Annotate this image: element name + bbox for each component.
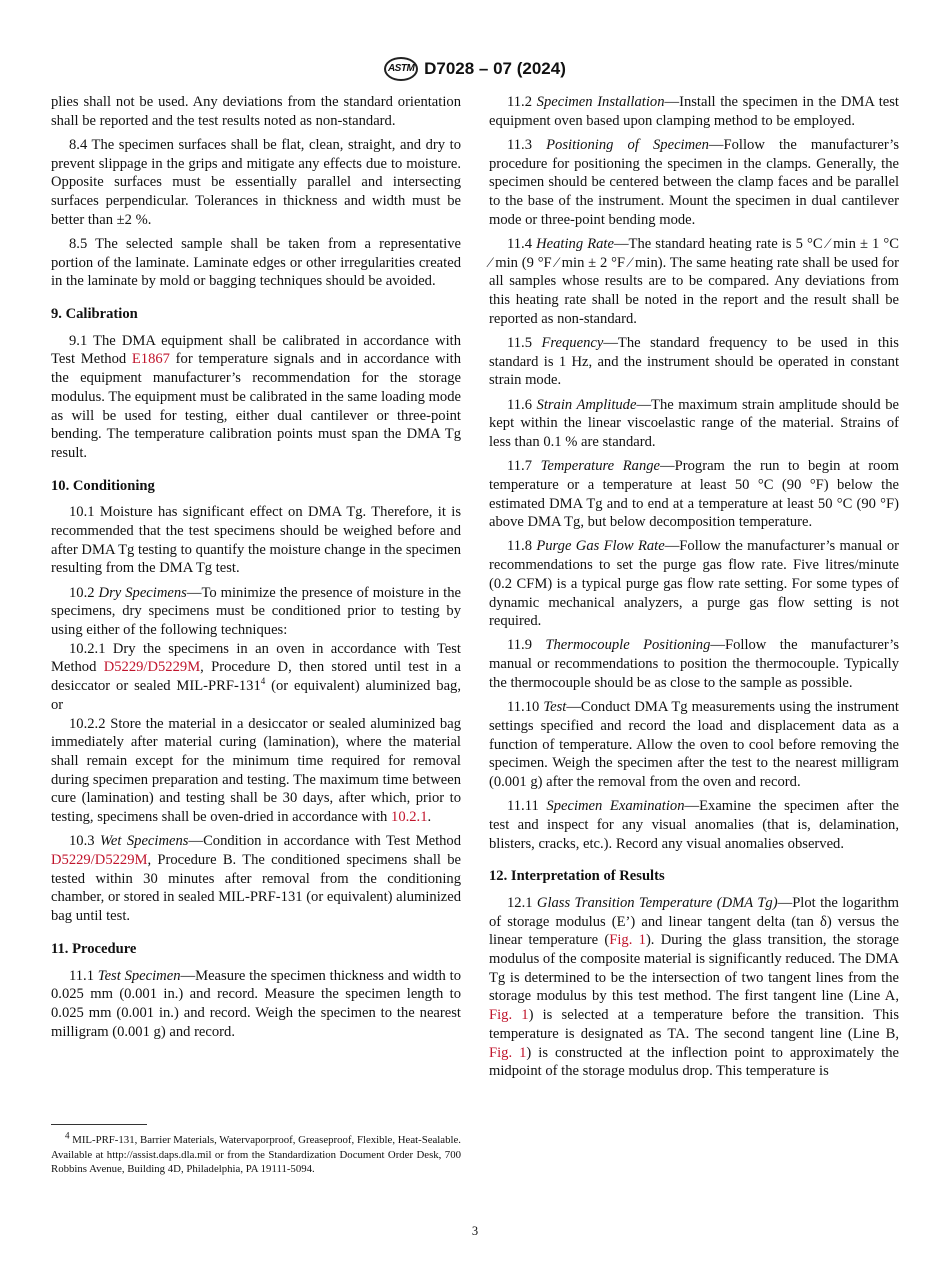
page-number: 3 [471,1224,479,1238]
paragraph-10-1: 10.1 Moisture has significant effect on DMA Tg. Therefore, it is recommended that the test specimens should be weighed before and after DMA Tg testing to quantify the moisture change in the specimen resulting from the DMA Tg test. [51,504,461,577]
paragraph-11-4: 11.4 Heating Rate—The standard heating rate is 5 °C ⁄ min ± 1 °C ⁄ min (9 °F ⁄ min ± 2 °F ⁄ min). The same heating rate shall be used for all samples whose results are to be compared. Any deviations from this heating rate shall be noted in the report and the result shall be reported as non-standard. [489,235,899,327]
link-e1867[interactable]: E1867 [131,351,170,368]
paragraph-11-5: 11.5 Frequency—The standard frequency to be used in this standard is 1 Hz, and the instrument should be operated in constant strain mode. [489,334,899,389]
paragraph-10-3: 10.3 Wet Specimens—Condition in accordance with Test Method D5229/D5229M, Procedure B. The conditioned specimens shall be tested within 30 minutes after removal from the conditioning chamber, or stored in sealed MIL-PRF-131 (or equivalent) aluminized bag until test. [51,833,462,925]
paragraph-9-1: 9.1 The DMA equipment shall be calibrated in accordance with Test Method E1867 for temperature signals and in accordance with the equipment manufacturer’s recommendation for the storage modulus. The equipment must be calibrated in the same loading mode as will be used for testing, either dual cantilever or three-point bending. The temperature calibration points must span the DMA Tg result. [51,332,461,461]
paragraph-11-2: 11.2 Specimen Installation—Install the specimen in the DMA test equipment oven based upon clamping method to be employed. [489,94,899,129]
section-heading-12: 12. Interpretation of Results [489,868,665,885]
footnote-4: $^4$ MIL-PRF-131, Barrier Materials, Watervaporproof, Greaseproof, Flexible, Heat-Sealable. Available at http://assist.daps.dla.mil or from the Standardization Document Order Desk, 700 Robbins Avenue, Building 4D, Philadelphia, PA 19111-5094. [51,1130,461,1176]
footnote-divider [51,1124,147,1125]
link-fig-1-c[interactable]: Fig. 1 [489,1044,527,1061]
paragraph-11-9: 11.9 Thermocouple Positioning—Follow the manufacturer’s manual or recommendations to position the thermocouple. Typically the thermocouple should be as close to the sample as possible. [489,637,899,691]
paragraph-11-11: 11.11 Specimen Examination—Examine the specimen after the test and inspect for any visual anomalies (that is, delamination, blisters, cracks, etc.). Record any visual anomalies observed. [489,798,899,852]
paragraph-10-2-1: 10.2.1 Dry the specimens in an oven in accordance with Test Method D5229/D5229M, Procedure D, then stored until test in a desiccator or sealed MIL-$PRF-131^4$ (or equivalent) aluminized bag, or [51,640,461,713]
standard-designation: D7028 – 07 (2024) [424,58,566,78]
link-d5229[interactable]: D5229/D5229M [103,659,201,676]
paragraph-11-3: 11.3 Positioning of Specimen—Follow the manufacturer’s procedure for positioning the specimen in the clamps. Generally, the specimen should be centered between the clamp faces and be parallel to the base of the instrument. Mount the specimen in dual cantilever mode or three-point bending mode. [489,136,899,228]
link-10-2-1[interactable]: 10.2.1 [391,809,428,826]
paragraph-11-6: 11.6 Strain Amplitude—The maximum strain amplitude should be kept within the linear viscoelastic range of the material. Strains of less than 0.1 % are standard. [489,396,899,450]
paragraph-8-4: 8.4 The specimen surfaces shall be flat, clean, straight, and dry to prevent slippage in the grips and mitigate any effects due to moisture. Opposite surfaces must be essentially parallel and intersecting surfaces perpendicular. Tolerances in thickness and width must be better than ±2 %. [51,136,461,228]
section-heading-9: 9. Calibration [51,306,138,323]
paragraph-8-5: 8.5 The selected sample shall be taken from a representative portion of the laminate. Laminate edges or other irregularities created in the laminate by mold or bagging techniques should be avoided. [51,235,461,290]
link-d5229-2[interactable]: D5229/D5229M [51,852,148,869]
right-column [489,93,899,1086]
paragraph-10-2-2: 10.2.2 Store the material in a desiccator or sealed aluminized bag immediately after material curing (lamination), where the material shall remain except for the minimum time required for removal during specimen preparation and testing. The maximum time between cure (lamination) and testing shall be 30 days, after which, prior to testing, specimens shall be oven-dried in accordance with 10.2.1. [51,715,461,826]
link-fig-1-b[interactable]: Fig. 1 [489,1007,529,1024]
astm-logo [384,57,418,81]
paragraph-11-1: 11.1 Test Specimen—Measure the specimen thickness and width to 0.025 mm (0.001 in.) and record. Measure the specimen length to 0.025 mm (0.001 in.) and record. Weigh the specimen to the nearest milligram (0.001 g) and record. [51,967,461,1040]
footnote-marker: 4 [260,676,266,687]
paragraph-11-8: 11.8 Purge Gas Flow Rate—Follow the manufacturer’s manual or recommendations to set the purge gas flow rate. Five litres/minute (0.2 CFM) is a typical purge gas flow rate setting. For some types of dynamic mechanical analyzers, a purge gas flow setting is not required. [489,538,899,630]
astm-logo-text: ASTM [387,62,415,74]
section-heading-11: 11. Procedure [51,940,137,957]
paragraph-10-2: 10.2 Dry Specimens—To minimize the presence of moisture in the specimens, dry specimens must be conditioned prior to testing by using either of the following techniques: [51,584,461,639]
paragraph-continuation: plies shall not be used. Any deviations from the standard orientation shall be reported and the test results noted as non-standard. [51,94,461,129]
paragraph-11-7: 11.7 Temperature Range—Program the run to begin at room temperature or a temperature at least 50 °C (90 °F) below the estimated DMA Tg and to end at a temperature at least 50 °C (90 °F) above DMA Tg, but below decomposition temperature. [489,458,899,531]
section-heading-10: 10. Conditioning [51,477,155,494]
left-column [51,93,461,1047]
page-header [0,56,950,82]
paragraph-11-10: 11.10 Test—Conduct DMA Tg measurements using the instrument settings specified and record the load and displacement data as a function of temperature. Allow the oven to cool before removing the specimen. Weigh the specimen after the test to the nearest milligram (0.001 g) after the removal from the oven and record. [489,699,899,790]
link-fig-1[interactable]: Fig. 1 [609,932,646,949]
paragraph-12-1: 12.1 Glass Transition Temperature (DMA Tg)—Plot the logarithm of storage modulus (E’) and linear tangent delta (tan δ) versus the linear temperature (Fig. 1). During the glass transition, the storage modulus of the composite material is significantly reduced. The DMA Tg is determined to be the intersection of two tangent lines from the storage modulus by this test method. The first tangent line (Line A, Fig. 1) is selected at a temperature before the transition. This temperature is designated as TA. The second tangent line (Line B, Fig. 1) is constructed at the inflection point to approximately the midpoint of the storage modulus drop. This temperature is [489,894,900,1080]
